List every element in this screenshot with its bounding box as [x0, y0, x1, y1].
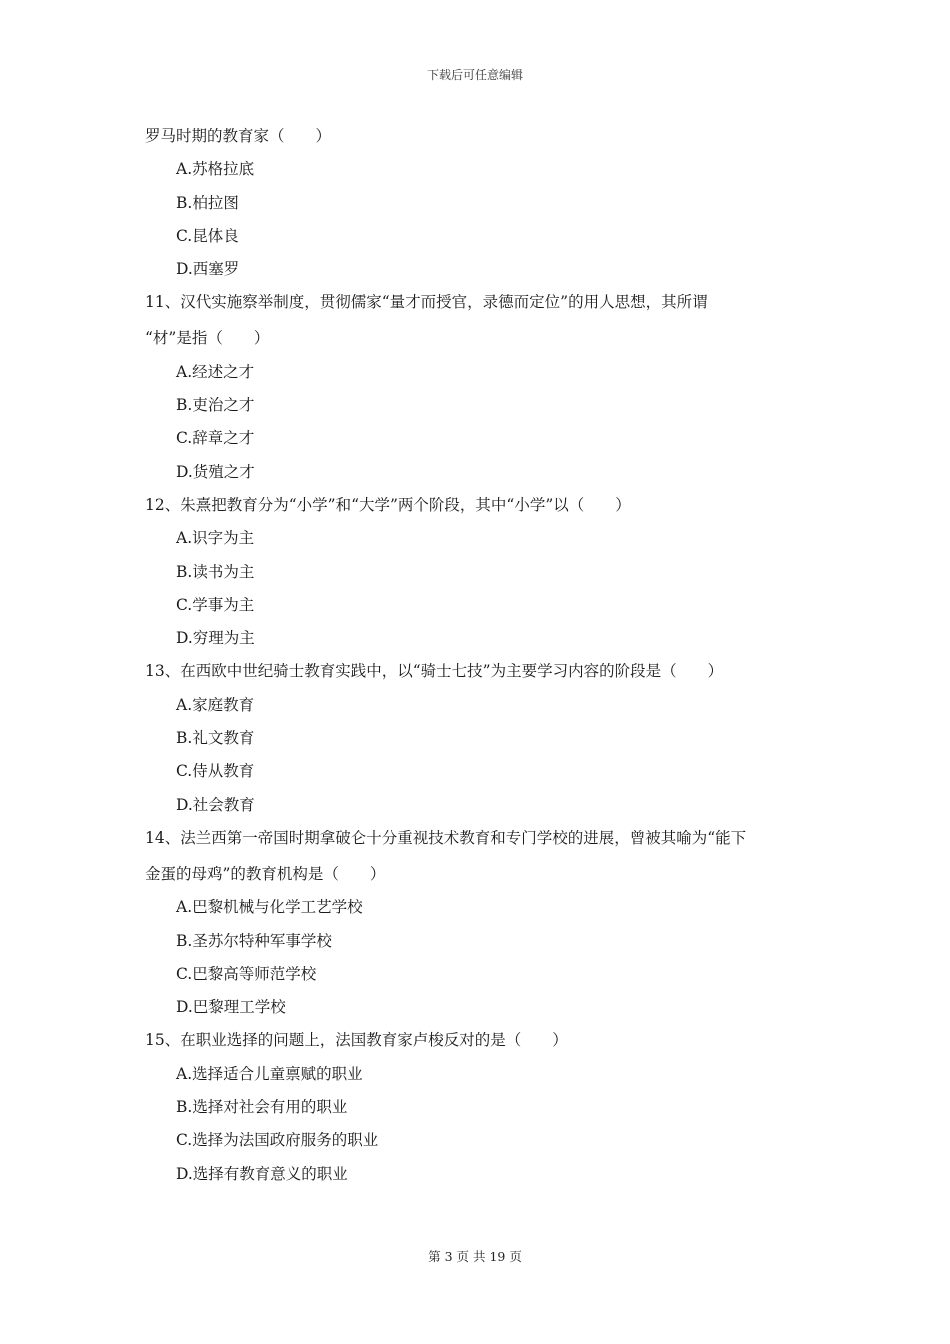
option-b: B.选择对社会有用的职业	[176, 1098, 348, 1117]
question-stem: 12、朱熹把教育分为“小学”和“大学”两个阶段，其中“小学”以（ ）	[145, 495, 631, 514]
option-d: D.货殖之才	[176, 462, 255, 481]
option-d: D.巴黎理工学校	[176, 998, 286, 1017]
option-d: D.西塞罗	[176, 260, 240, 279]
question-item	[145, 289, 815, 491]
option-b: B.柏拉图	[176, 193, 239, 212]
option-a: A.识字为主	[176, 529, 255, 548]
option-a: A.苏格拉底	[176, 160, 255, 179]
option-c: C.辞章之才	[176, 429, 255, 448]
question-stem: 11、汉代实施察举制度，贯彻儒家“量才而授官，录德而定位”的用人思想，其所谓	[145, 293, 708, 312]
question-stem: 13、在西欧中世纪骑士教育实践中，以“骑士七技”为主要学习内容的阶段是（ ）	[145, 662, 724, 681]
option-a: A.经述之才	[176, 362, 255, 381]
option-c: C.巴黎高等师范学校	[176, 964, 317, 983]
option-b: B.吏治之才	[176, 396, 255, 415]
question-stem-continued: “材”是指（ ）	[145, 329, 270, 348]
question-list	[145, 123, 815, 1194]
option-c: C.昆体良	[176, 226, 239, 245]
question-item	[145, 123, 815, 289]
question-stem: 14、法兰西第一帝国时期拿破仑十分重视技术教育和专门学校的进展，曾被其喻为“能下	[145, 828, 747, 847]
page-footer: 第 3 页 共 19 页	[428, 1249, 522, 1264]
question-item	[145, 1027, 815, 1193]
option-b: B.圣苏尔特种军事学校	[176, 931, 332, 950]
option-d: D.社会教育	[176, 795, 255, 814]
question-item	[145, 492, 815, 658]
option-c: C.学事为主	[176, 595, 255, 614]
option-a: A.选择适合儿童禀赋的职业	[176, 1064, 363, 1083]
question-stem: 15、在职业选择的问题上，法国教育家卢梭反对的是（ ）	[145, 1031, 568, 1050]
option-a: A.巴黎机械与化学工艺学校	[176, 898, 363, 917]
page-header: 下载后可任意编辑	[426, 68, 523, 82]
option-c: C.选择为法国政府服务的职业	[176, 1131, 379, 1150]
question-stem: 罗马时期的教育家（ ）	[145, 127, 332, 145]
question-stem-continued: 金蛋的母鸡”的教育机构是（ ）	[145, 864, 386, 883]
option-d: D.穷理为主	[176, 629, 255, 648]
question-item	[145, 658, 815, 824]
option-c: C.侍从教育	[176, 762, 255, 781]
question-item	[145, 825, 815, 1027]
option-b: B.读书为主	[176, 562, 255, 581]
option-b: B.礼文教育	[176, 729, 255, 748]
option-d: D.选择有教育意义的职业	[176, 1164, 348, 1183]
option-a: A.家庭教育	[176, 695, 255, 714]
